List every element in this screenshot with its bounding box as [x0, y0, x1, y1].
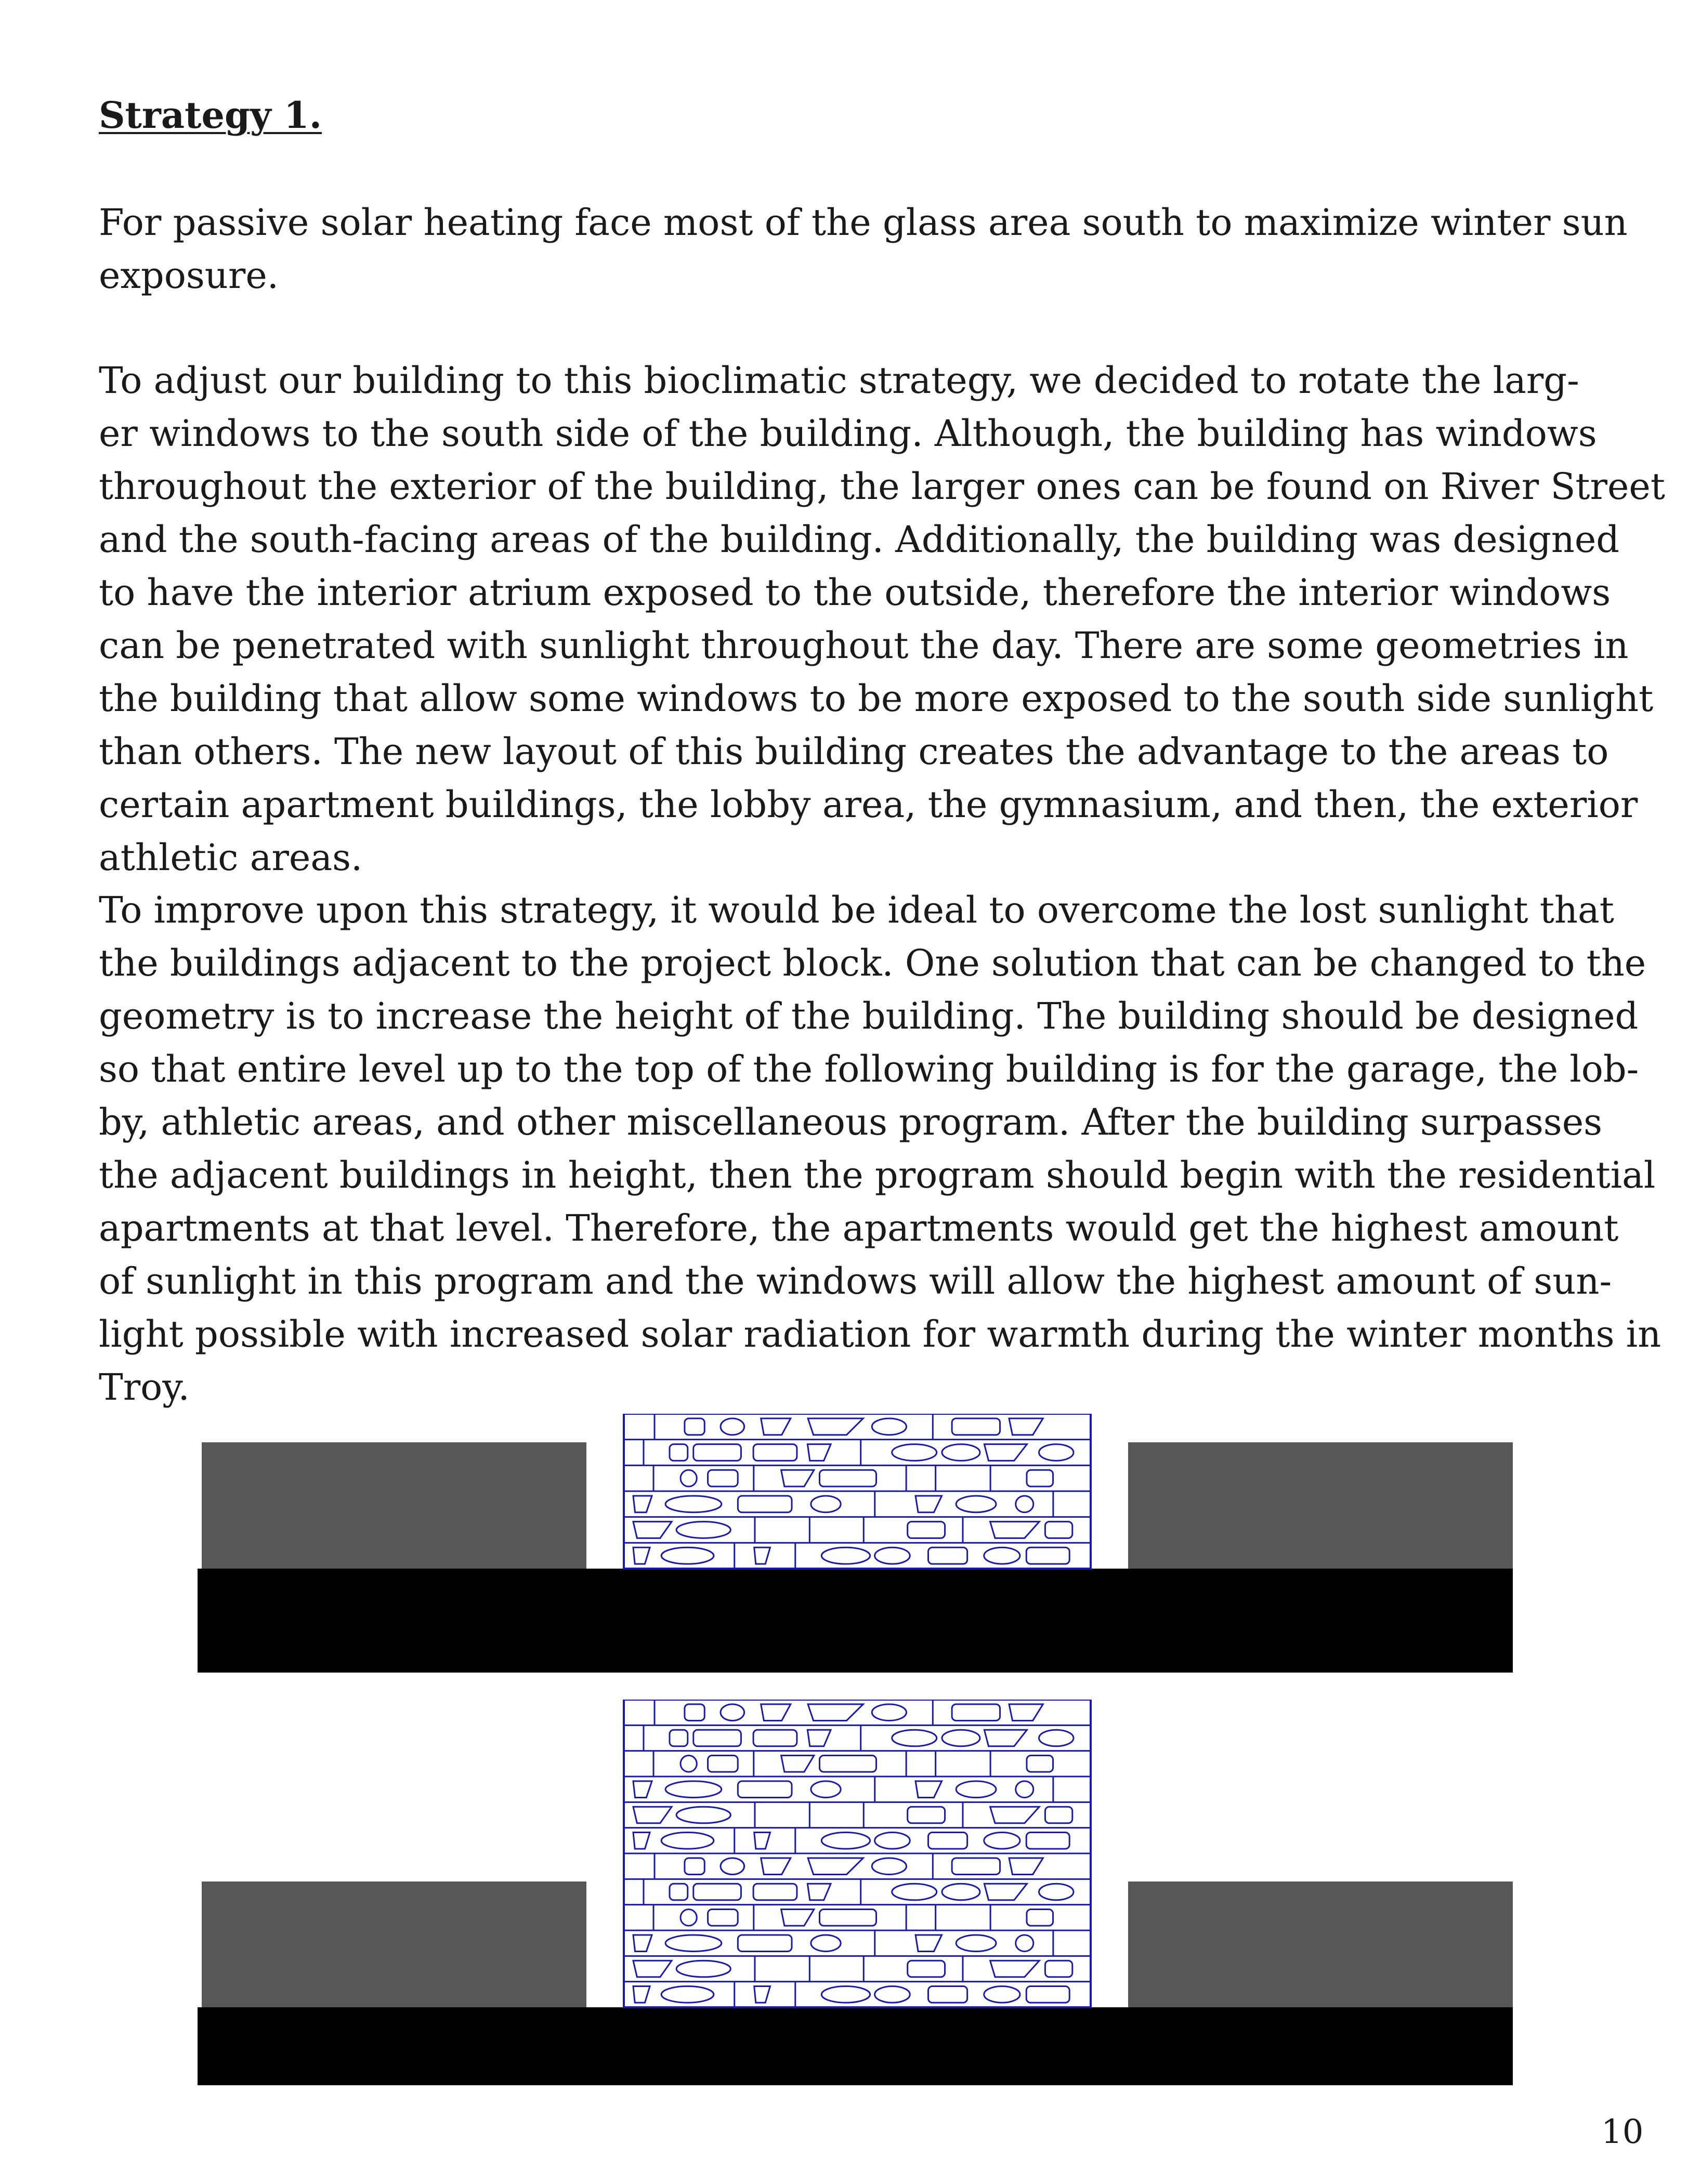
- text-line: the adjacent buildings in height, then the program should begin with the residential: [99, 1154, 1656, 1196]
- adjacent-building-right: [1128, 1882, 1513, 2007]
- unit-outline: [915, 1496, 941, 1512]
- unit-outline: [738, 1496, 792, 1512]
- text-line: certain apartment buildings, the lobby area, the gymnasium, and then, the exterior: [99, 783, 1638, 826]
- unit-outline: [875, 1833, 910, 1849]
- unit-outline: [990, 1522, 1040, 1538]
- text-line: apartments at that level. Therefore, the apartments would get the highest amount: [99, 1207, 1619, 1249]
- unit-outline: [1027, 1470, 1053, 1486]
- unit-outline: [1016, 1935, 1033, 1952]
- unit-outline: [811, 1496, 841, 1512]
- unit-outline: [892, 1884, 937, 1900]
- unit-outline: [670, 1884, 688, 1900]
- unit-outline: [808, 1858, 863, 1875]
- paragraph-intro: [99, 196, 1628, 302]
- unit-outline: [956, 1781, 996, 1798]
- text-line: by, athletic areas, and other miscellaneous program. After the building surpasses: [99, 1101, 1603, 1143]
- text-line: can be penetrated with sunlight throughout the day. There are some geometries in: [99, 624, 1629, 667]
- unit-outline: [685, 1704, 704, 1721]
- unit-outline: [633, 1547, 650, 1564]
- unit-outline: [875, 1986, 910, 2003]
- unit-outline: [661, 1833, 714, 1849]
- unit-outline: [819, 1756, 876, 1772]
- page-number: 10: [1601, 2113, 1644, 2151]
- unit-outline: [665, 1496, 722, 1512]
- unit-outline: [875, 1547, 910, 1564]
- unit-outline: [633, 1961, 672, 1977]
- unit-outline: [1016, 1781, 1033, 1798]
- text-line: To adjust our building to this bioclimatic strategy, we decided to rotate the larg-: [99, 359, 1579, 402]
- text-line: Troy.: [99, 1366, 190, 1409]
- unit-outline: [984, 1986, 1020, 2003]
- unit-outline: [1045, 1522, 1072, 1538]
- unit-outline: [685, 1418, 704, 1435]
- unit-outline: [665, 1935, 722, 1952]
- unit-outline: [676, 1961, 730, 1977]
- unit-outline: [1026, 1833, 1069, 1849]
- unit-outline: [952, 1858, 1000, 1875]
- unit-outline: [1027, 1910, 1053, 1926]
- unit-outline: [721, 1704, 744, 1721]
- unit-outline: [984, 1444, 1027, 1461]
- unit-outline: [670, 1730, 688, 1746]
- unit-outline: [693, 1730, 741, 1746]
- unit-outline: [708, 1756, 738, 1772]
- unit-outline: [708, 1470, 738, 1486]
- unit-outline: [1009, 1418, 1043, 1435]
- unit-outline: [821, 1833, 870, 1849]
- unit-outline: [693, 1444, 741, 1461]
- unit-outline: [754, 1547, 770, 1564]
- unit-outline: [681, 1470, 697, 1486]
- unit-outline: [807, 1884, 831, 1900]
- unit-outline: [661, 1547, 714, 1564]
- unit-outline: [633, 1496, 652, 1512]
- unit-outline: [807, 1730, 831, 1746]
- unit-outline: [721, 1418, 744, 1435]
- unit-outline: [892, 1444, 937, 1461]
- text-line: er windows to the south side of the building. Although, the building has windows: [99, 412, 1597, 455]
- unit-outline: [693, 1884, 741, 1900]
- unit-outline: [990, 1961, 1040, 1977]
- unit-outline: [811, 1935, 841, 1952]
- unit-outline: [990, 1807, 1040, 1823]
- text-line: the building that allow some windows to be more exposed to the south side sunlight: [99, 677, 1654, 720]
- ground-slab: [198, 2007, 1513, 2085]
- unit-outline: [872, 1704, 906, 1721]
- unit-outline: [761, 1418, 791, 1435]
- unit-outline: [781, 1756, 814, 1772]
- text-line: of sunlight in this program and the windows will allow the highest amount of sun-: [99, 1260, 1612, 1302]
- paragraph-strategy: [99, 354, 1665, 884]
- text-line: To improve upon this strategy, it would be ideal to overcome the lost sunlight that: [99, 889, 1614, 931]
- text-line: so that entire level up to the top of the following building is for the garage, the lob-: [99, 1048, 1639, 1090]
- unit-outline: [984, 1730, 1027, 1746]
- text-line: than others. The new layout of this building creates the advantage to the areas to: [99, 730, 1609, 773]
- unit-outline: [738, 1935, 792, 1952]
- unit-outline: [633, 1986, 650, 2003]
- unit-outline: [633, 1781, 652, 1798]
- section-diagram-existing: [198, 1414, 1513, 1674]
- strategy-heading: Strategy 1.: [99, 94, 322, 137]
- unit-outline: [754, 1833, 770, 1849]
- unit-outline: [819, 1910, 876, 1926]
- project-building: [624, 1700, 1091, 2007]
- unit-outline: [1039, 1730, 1074, 1746]
- unit-outline: [892, 1730, 937, 1746]
- text-line: For passive solar heating face most of the glass area south to maximize winter sun: [99, 201, 1628, 244]
- unit-outline: [952, 1704, 1000, 1721]
- unit-outline: [633, 1522, 672, 1538]
- text-line: light possible with increased solar radiation for warmth during the winter months in: [99, 1313, 1661, 1356]
- unit-outline: [807, 1444, 831, 1461]
- unit-outline: [915, 1781, 941, 1798]
- unit-outline: [1045, 1961, 1072, 1977]
- unit-outline: [721, 1858, 744, 1875]
- unit-outline: [685, 1858, 704, 1875]
- unit-outline: [753, 1730, 797, 1746]
- unit-outline: [1009, 1858, 1043, 1875]
- unit-outline: [821, 1986, 870, 2003]
- unit-outline: [811, 1781, 841, 1798]
- unit-outline: [952, 1418, 1000, 1435]
- unit-outline: [808, 1704, 863, 1721]
- paragraph-improvement: [99, 884, 1661, 1414]
- unit-outline: [633, 1833, 650, 1849]
- unit-outline: [781, 1910, 814, 1926]
- unit-outline: [1039, 1884, 1074, 1900]
- unit-outline: [761, 1858, 791, 1875]
- adjacent-building-left: [202, 1882, 586, 2007]
- project-building: [624, 1414, 1091, 1569]
- text-line: athletic areas.: [99, 836, 363, 879]
- unit-outline: [942, 1730, 980, 1746]
- unit-outline: [1016, 1496, 1033, 1512]
- unit-outline: [753, 1444, 797, 1461]
- unit-outline: [908, 1522, 945, 1538]
- unit-outline: [928, 1833, 967, 1849]
- unit-outline: [753, 1884, 797, 1900]
- text-line: throughout the exterior of the building, the larger ones can be found on River Street: [99, 465, 1665, 508]
- ground-slab: [198, 1569, 1513, 1673]
- unit-outline: [1026, 1986, 1069, 2003]
- unit-outline: [676, 1807, 730, 1823]
- unit-outline: [681, 1756, 697, 1772]
- unit-outline: [984, 1884, 1027, 1900]
- unit-outline: [1045, 1807, 1072, 1823]
- unit-outline: [1009, 1704, 1043, 1721]
- section-diagram-increased-height: [198, 1700, 1513, 2089]
- unit-outline: [1027, 1756, 1053, 1772]
- unit-outline: [984, 1547, 1020, 1564]
- unit-outline: [908, 1961, 945, 1977]
- unit-outline: [956, 1935, 996, 1952]
- unit-outline: [872, 1858, 906, 1875]
- unit-outline: [956, 1496, 996, 1512]
- unit-outline: [872, 1418, 906, 1435]
- text-line: to have the interior atrium exposed to the outside, therefore the interior windows: [99, 571, 1611, 614]
- unit-outline: [928, 1547, 967, 1564]
- unit-outline: [665, 1781, 722, 1798]
- adjacent-building-left: [202, 1442, 586, 1569]
- unit-outline: [781, 1470, 814, 1486]
- unit-outline: [738, 1781, 792, 1798]
- unit-outline: [633, 1935, 652, 1952]
- unit-outline: [942, 1444, 980, 1461]
- unit-outline: [676, 1522, 730, 1538]
- unit-outline: [670, 1444, 688, 1461]
- text-line: geometry is to increase the height of the building. The building should be designed: [99, 995, 1639, 1037]
- unit-outline: [1026, 1547, 1069, 1564]
- text-line: exposure.: [99, 254, 279, 297]
- unit-outline: [754, 1986, 770, 2003]
- unit-outline: [661, 1986, 714, 2003]
- unit-outline: [915, 1935, 941, 1952]
- unit-outline: [928, 1986, 967, 2003]
- text-line: and the south-facing areas of the building. Additionally, the building was designed: [99, 518, 1620, 561]
- unit-outline: [819, 1470, 876, 1486]
- unit-outline: [761, 1704, 791, 1721]
- unit-outline: [808, 1418, 863, 1435]
- unit-outline: [1039, 1444, 1074, 1461]
- unit-outline: [908, 1807, 945, 1823]
- unit-outline: [633, 1807, 672, 1823]
- adjacent-building-right: [1128, 1442, 1513, 1569]
- unit-outline: [821, 1547, 870, 1564]
- text-line: the buildings adjacent to the project block. One solution that can be changed to the: [99, 942, 1646, 984]
- unit-outline: [984, 1833, 1020, 1849]
- unit-outline: [942, 1884, 980, 1900]
- unit-outline: [681, 1910, 697, 1926]
- unit-outline: [708, 1910, 738, 1926]
